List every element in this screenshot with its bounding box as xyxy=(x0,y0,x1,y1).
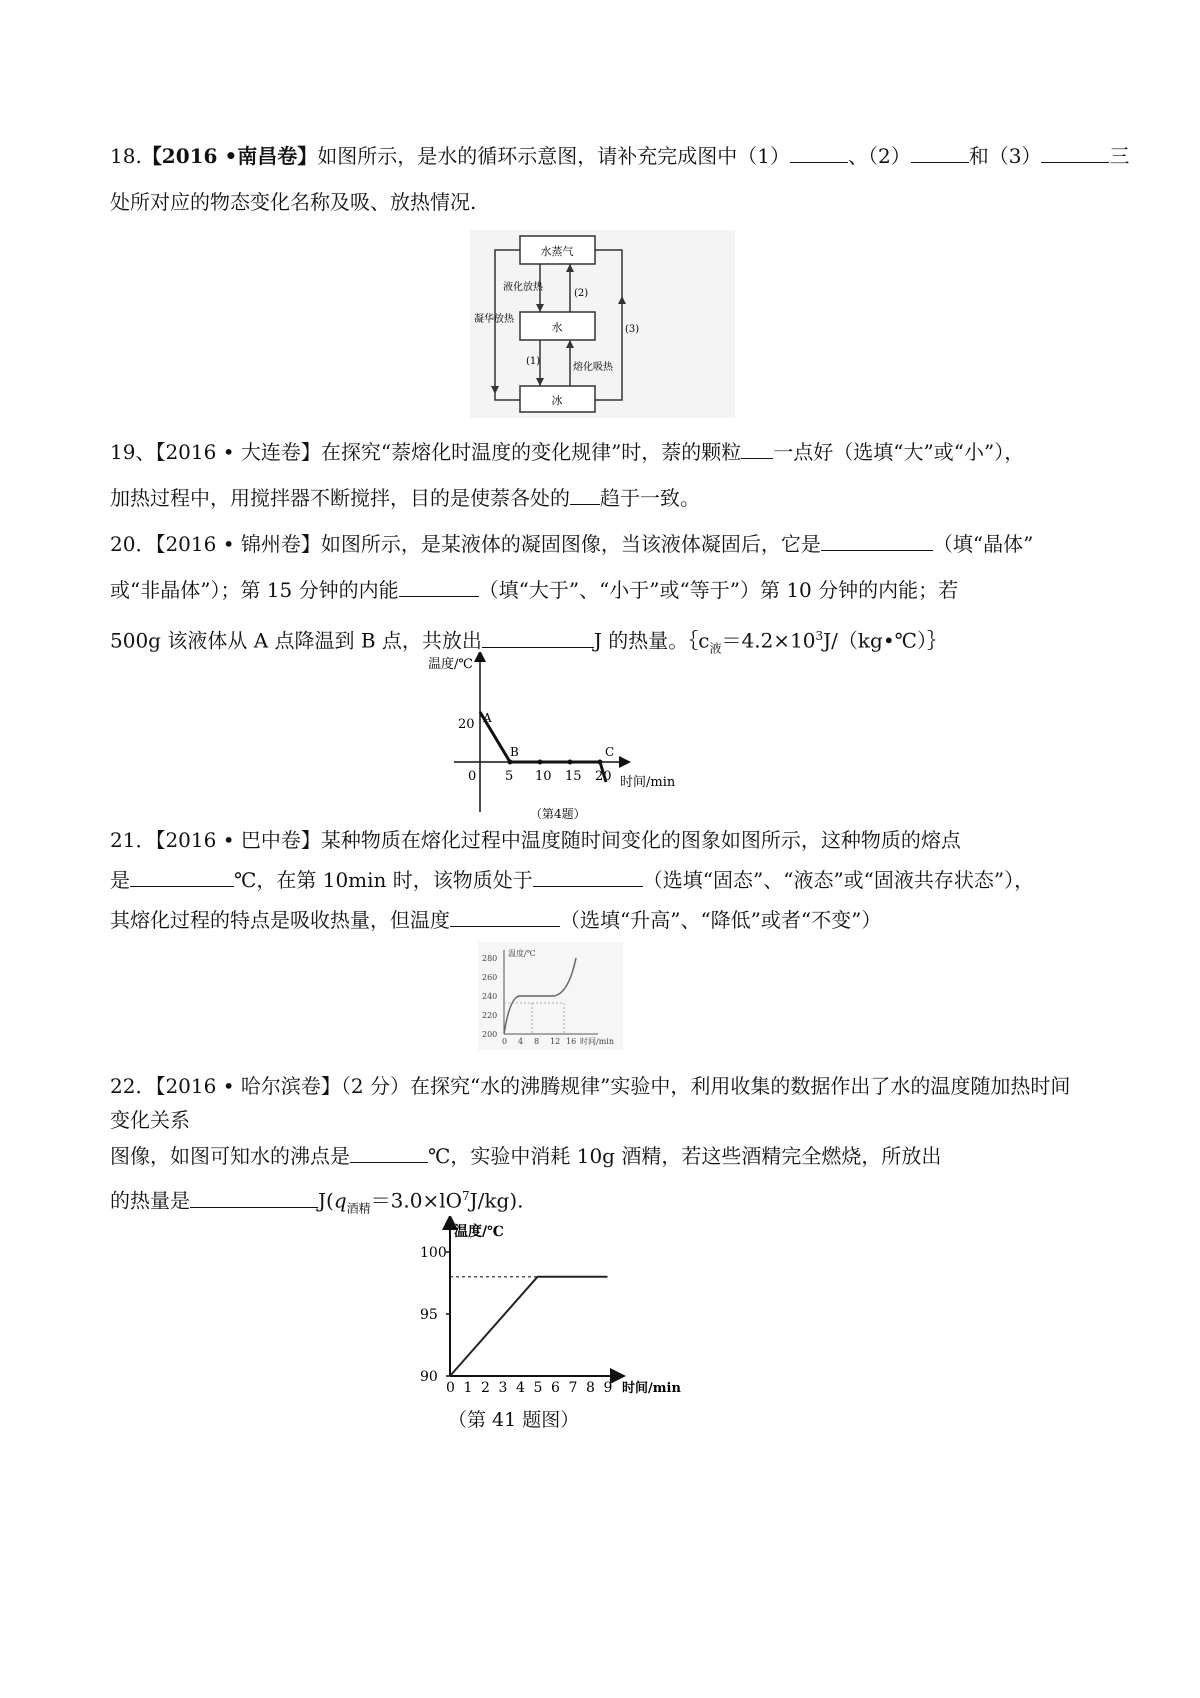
q20-line2 xyxy=(110,576,958,604)
q22-blank-1[interactable] xyxy=(350,1142,428,1163)
label-ice: 冰 xyxy=(551,394,563,407)
q19-blank-1[interactable] xyxy=(741,438,773,459)
label-vapor: 水蒸气 xyxy=(540,245,574,258)
q21-ytick: 220 xyxy=(482,1011,498,1020)
q22-ylabel: 温度/℃ xyxy=(454,1224,504,1240)
q20-text3c: ＝4.2×10 xyxy=(721,628,816,653)
q18-blank-1[interactable] xyxy=(790,142,848,163)
water-cycle-diagram xyxy=(470,230,735,418)
q22-q: q xyxy=(333,1188,347,1213)
q21-blank-2[interactable] xyxy=(533,866,643,887)
q20-xtick: 15 xyxy=(565,769,582,784)
q20-blank-2[interactable] xyxy=(399,576,479,597)
q22-xtick: 0 xyxy=(446,1380,455,1396)
q18-blank-2[interactable] xyxy=(911,142,969,163)
q22-caption: （第 41 题图） xyxy=(448,1409,580,1431)
q22-line2: 变化关系 xyxy=(110,1108,190,1132)
q21-blank-1[interactable] xyxy=(130,866,234,887)
q21-xtick: 8 xyxy=(534,1037,540,1046)
label-deposit: 凝华放热 xyxy=(474,314,514,325)
q19-text2b: 趋于一致。 xyxy=(600,486,700,510)
q20-ylabel: 温度/℃ xyxy=(428,657,473,672)
q22-xtick: 9 xyxy=(603,1380,613,1396)
q22-ytick: 95 xyxy=(420,1307,438,1323)
label-water: 水 xyxy=(551,321,563,334)
q20-chart xyxy=(420,652,690,828)
q20-blank-1[interactable] xyxy=(821,530,933,551)
q22-text3a: 图像，如图可知水的沸点是 xyxy=(110,1144,350,1168)
q21-ytick: 240 xyxy=(482,992,498,1001)
q18-line2: 处所对应的物态变化名称及吸、放热情况. xyxy=(110,190,477,214)
label-1: (1) xyxy=(526,356,541,367)
q21-text3b: （选填“升高”、“降低”或者“不变”） xyxy=(560,908,882,932)
q20-text3a: 500g 该液体从 A 点降温到 B 点，共放出 xyxy=(110,628,482,653)
label-2: (2) xyxy=(574,288,589,299)
q20-sub: 液 xyxy=(709,641,722,656)
q21-text3a: 其熔化过程的特点是吸收热量，但温度 xyxy=(110,908,450,932)
q22-text4d: J/kg). xyxy=(469,1188,524,1213)
q21-line1: 21．【2016 • 巴中卷】某种物质在熔化过程中温度随时间变化的图象如图所示，这种物质的熔点 xyxy=(110,828,961,852)
q20-text1a: 20．【2016 • 锦州卷】如图所示，是某液体的凝固图像，当该液体凝固后，它是 xyxy=(110,532,821,556)
q20-text1b: （填“晶体” xyxy=(932,532,1034,556)
q22-ytick: 90 xyxy=(420,1369,438,1385)
q20-text2b: （填“大于”、“小于”或“等于”）第 10 分钟的内能；若 xyxy=(478,578,959,602)
q22-chart xyxy=(418,1216,688,1396)
q18-sep1: 、（2） xyxy=(847,144,911,168)
q20-text2a: 或“非晶体”）；第 15 分钟的内能 xyxy=(110,578,399,602)
q22-sup: 7 xyxy=(462,1189,470,1203)
q21-xlabel: 时间/min xyxy=(580,1037,614,1046)
q21-text2a: 是 xyxy=(110,868,130,892)
q20-text3b: J 的热量。｛c xyxy=(593,628,710,653)
q20-xtick: 10 xyxy=(535,769,552,784)
q21-xtick: 0 xyxy=(502,1037,508,1046)
q20-ytick-20: 20 xyxy=(458,717,475,732)
q21-chart xyxy=(478,942,623,1050)
q18-number: 18. xyxy=(110,144,142,168)
q21-text2b: ℃，在第 10min 时，该物质处于 xyxy=(234,868,533,892)
q19-line2 xyxy=(110,484,700,512)
q22-ytick: 100 xyxy=(420,1245,447,1261)
q20-blank-3[interactable] xyxy=(482,627,594,648)
q22-blank-2[interactable] xyxy=(190,1187,318,1208)
q22-xtick: 4 xyxy=(516,1380,525,1396)
q21-ytick: 260 xyxy=(482,973,498,982)
q21-line3 xyxy=(110,906,881,934)
q22-line3 xyxy=(110,1142,941,1170)
q22-xtick: 1 xyxy=(463,1380,473,1396)
q22-text4c: ＝3.0×lO xyxy=(370,1188,463,1213)
q20-origin: 0 xyxy=(468,769,477,784)
q22-series-line xyxy=(450,1277,608,1376)
q21-xtick: 16 xyxy=(566,1037,577,1046)
q21-blank-3[interactable] xyxy=(450,906,560,927)
q18-tail: 三 xyxy=(1109,144,1130,168)
q22-xtick: 6 xyxy=(551,1380,560,1396)
q20-point-C: C xyxy=(605,745,615,759)
q21-text2c: （选填“固态”、“液态”或“固液共存状态”）， xyxy=(642,868,1035,892)
q18-line1 xyxy=(110,142,1129,170)
q22-line1: 22．【2016 • 哈尔滨卷】（2 分）在探究“水的沸腾规律”实验中，利用收集的数据作出了水的温度随加热时间 xyxy=(110,1074,1071,1098)
label-melt: 熔化吸热 xyxy=(573,362,613,373)
q22-xtick: 7 xyxy=(568,1380,578,1396)
q22-sub: 酒精 xyxy=(346,1201,371,1216)
q18-sep2: 和（3） xyxy=(968,144,1042,168)
q20-point-B: B xyxy=(510,745,519,759)
q21-ytick: 200 xyxy=(482,1030,498,1039)
q19-blank-2[interactable] xyxy=(570,484,600,505)
q22-text4a: 的热量是 xyxy=(110,1188,190,1213)
q20-caption: （第4题） xyxy=(530,807,586,821)
q20-sup: 3 xyxy=(815,629,824,643)
q22-text3b: ℃，实验中消耗 10g 酒精，若这些酒精完全燃烧，所放出 xyxy=(428,1144,942,1168)
q22-xtick: 3 xyxy=(498,1380,508,1396)
q19-text1b: 一点好（选填“大”或“小”）， xyxy=(773,440,1025,464)
q21-xtick: 4 xyxy=(518,1037,524,1046)
label-3: (3) xyxy=(625,324,640,335)
q22-xtick: 5 xyxy=(533,1380,543,1396)
q18-source-tag: 【2016 •南昌卷】 xyxy=(141,144,318,168)
q21-ytick: 280 xyxy=(482,954,498,963)
q18-blank-3[interactable] xyxy=(1041,142,1109,163)
q21-xtick: 12 xyxy=(550,1037,561,1046)
q20-xtick: 20 xyxy=(595,769,612,784)
q18-text: 如图所示，是水的循环示意图，请补充完成图中（1） xyxy=(317,144,790,168)
q21-line2 xyxy=(110,866,1034,894)
q22-text4b: J( xyxy=(318,1188,334,1213)
q22-xtick: 8 xyxy=(586,1380,595,1396)
q20-xtick: 5 xyxy=(505,769,514,784)
q20-line1 xyxy=(110,530,1033,558)
q20-point-A: A xyxy=(483,711,492,725)
q20-xlabel: 时间/min xyxy=(620,775,676,790)
q20-text3d: J/（kg•℃）｝ xyxy=(823,628,948,653)
q19-text2a: 加热过程中，用搅拌器不断搅拌，目的是使萘各处的 xyxy=(110,486,570,510)
q19-text1: 19、【2016 • 大连卷】在探究“萘熔化时温度的变化规律”时，萘的颗粒 xyxy=(110,440,742,464)
q22-xtick: 2 xyxy=(481,1380,490,1396)
q19-line1 xyxy=(110,438,1024,466)
q21-ylabel: 温度/℃ xyxy=(508,949,536,958)
q22-xlabel: 时间/min xyxy=(622,1381,681,1396)
label-liquefy: 液化放热 xyxy=(503,282,543,293)
